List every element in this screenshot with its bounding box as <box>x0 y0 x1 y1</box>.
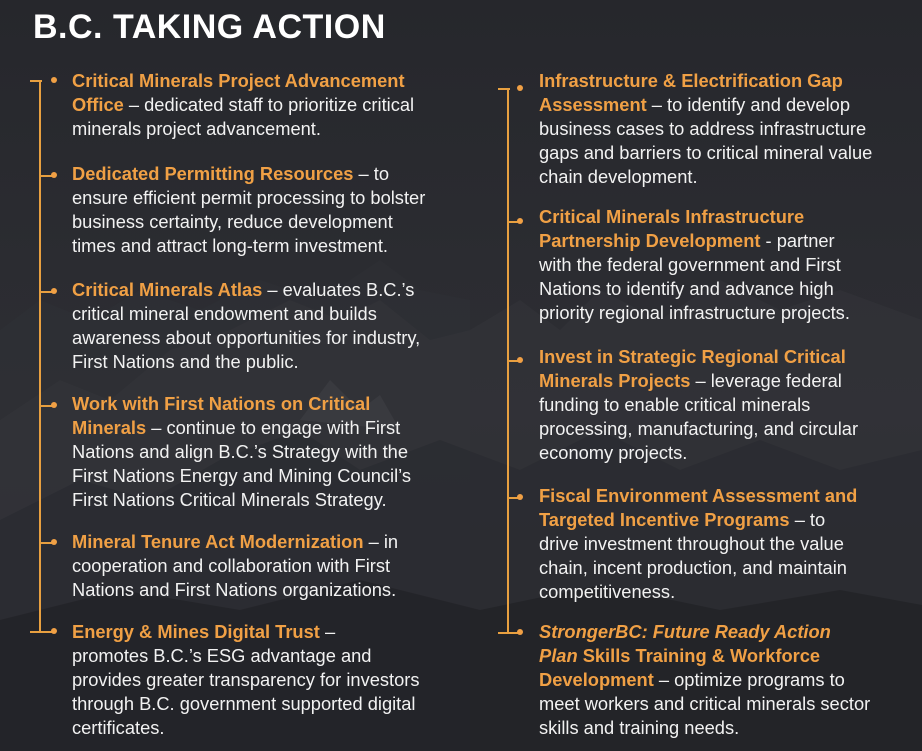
left-bullet-dot <box>51 539 57 545</box>
item-desc: - partner <box>760 230 835 251</box>
action-item-digital-trust <box>72 620 472 740</box>
item-title: Work with First Nations on Critical <box>72 393 371 414</box>
item-title: Critical Minerals Project Advancement <box>72 70 405 91</box>
page-title: B.C. TAKING ACTION <box>33 8 386 46</box>
right-bullet-dot <box>517 629 523 635</box>
item-desc: – <box>319 621 336 642</box>
item-title: Office <box>72 94 124 115</box>
left-bullet-dot <box>51 402 57 408</box>
item-title: Mineral Tenure Act Modernization <box>72 531 364 552</box>
action-item-project-advancement-office <box>72 69 472 141</box>
item-desc: promotes B.C.’s ESG advantage and <box>72 645 372 666</box>
item-title: Partnership Development <box>539 230 761 251</box>
item-desc: ensure efficient permit processing to bolster <box>72 187 426 208</box>
right-tick <box>498 88 510 90</box>
item-desc: First Nations Energy and Mining Council’s <box>72 465 412 486</box>
item-desc: certificates. <box>72 717 165 738</box>
right-bullet-dot <box>517 494 523 500</box>
item-desc: critical mineral endowment and builds <box>72 303 377 324</box>
item-desc: competitiveness. <box>539 581 676 602</box>
item-title: Minerals <box>72 417 147 438</box>
action-item-minerals-atlas <box>72 278 472 374</box>
item-title: Invest in Strategic Regional Critical <box>539 346 846 367</box>
left-timeline-line <box>39 80 41 632</box>
item-title: Plan <box>539 645 578 666</box>
item-desc: – continue to engage with First <box>146 417 401 438</box>
item-desc: processing, manufacturing, and circular <box>539 418 859 439</box>
item-desc: – evaluates B.C.’s <box>262 279 415 300</box>
right-bullet-dot <box>517 85 523 91</box>
left-bullet-dot <box>51 172 57 178</box>
item-title: Fiscal Environment Assessment and <box>539 485 858 506</box>
action-item-permitting-resources <box>72 162 472 258</box>
left-bullet-dot <box>51 288 57 294</box>
action-item-strongerbc <box>539 620 914 740</box>
left-bullet-dot <box>51 628 57 634</box>
action-item-infrastructure-partnership <box>539 205 914 325</box>
action-item-first-nations <box>72 392 472 512</box>
item-desc: gaps and barriers to critical mineral value <box>539 142 873 163</box>
left-tick <box>30 80 42 82</box>
item-desc: provides greater transparency for investors <box>72 669 420 690</box>
item-desc: drive investment throughout the value <box>539 533 844 554</box>
item-desc: business cases to address infrastructure <box>539 118 867 139</box>
item-desc: through B.C. government supported digital <box>72 693 416 714</box>
item-desc: awareness about opportunities for industry, <box>72 327 421 348</box>
item-title: Critical Minerals Infrastructure <box>539 206 805 227</box>
item-desc: business certainty, reduce development <box>72 211 393 232</box>
item-title: Minerals Projects <box>539 370 691 391</box>
item-desc: with the federal government and First <box>539 254 841 275</box>
item-desc: Nations and First Nations organizations. <box>72 579 397 600</box>
item-desc: Nations and align B.C.’s Strategy with the <box>72 441 409 462</box>
item-desc: Nations to identify and advance high <box>539 278 834 299</box>
item-desc: First Nations Critical Minerals Strategy. <box>72 489 387 510</box>
item-desc: – leverage federal <box>690 370 842 391</box>
item-title: Infrastructure & Electrification Gap <box>539 70 843 91</box>
item-title: StrongerBC: Future Ready Action <box>539 621 831 642</box>
item-desc: – to identify and develop <box>646 94 850 115</box>
item-desc: – to <box>353 163 389 184</box>
right-bullet-dot <box>517 357 523 363</box>
item-title: Assessment <box>539 94 647 115</box>
item-desc: funding to enable critical minerals <box>539 394 811 415</box>
item-title: Dedicated Permitting Resources <box>72 163 354 184</box>
item-desc: skills and training needs. <box>539 717 740 738</box>
item-desc: First Nations and the public. <box>72 351 299 372</box>
item-title: Targeted Incentive Programs <box>539 509 790 530</box>
right-bullet-dot <box>517 218 523 224</box>
item-desc: – dedicated staff to prioritize critical <box>123 94 415 115</box>
item-desc: economy projects. <box>539 442 688 463</box>
item-desc: – in <box>363 531 399 552</box>
action-item-strategic-regional-projects <box>539 345 914 465</box>
item-title: Development <box>539 669 654 690</box>
action-item-infrastructure-gap <box>539 69 914 189</box>
item-desc: meet workers and critical minerals sector <box>539 693 871 714</box>
action-item-fiscal-environment <box>539 484 914 604</box>
action-item-mineral-tenure <box>72 530 472 602</box>
item-desc: chain development. <box>539 166 698 187</box>
item-desc: – optimize programs to <box>653 669 845 690</box>
item-title: Critical Minerals Atlas <box>72 279 263 300</box>
item-desc: chain, incent production, and maintain <box>539 557 847 578</box>
item-title: Energy & Mines Digital Trust <box>72 621 320 642</box>
item-desc: minerals project advancement. <box>72 118 321 139</box>
item-title: Skills Training & Workforce <box>577 645 821 666</box>
item-desc: times and attract long-term investment. <box>72 235 388 256</box>
left-bullet-dot <box>51 77 57 83</box>
item-desc: priority regional infrastructure projects. <box>539 302 850 323</box>
item-desc: cooperation and collaboration with First <box>72 555 391 576</box>
item-desc: – to <box>789 509 826 530</box>
